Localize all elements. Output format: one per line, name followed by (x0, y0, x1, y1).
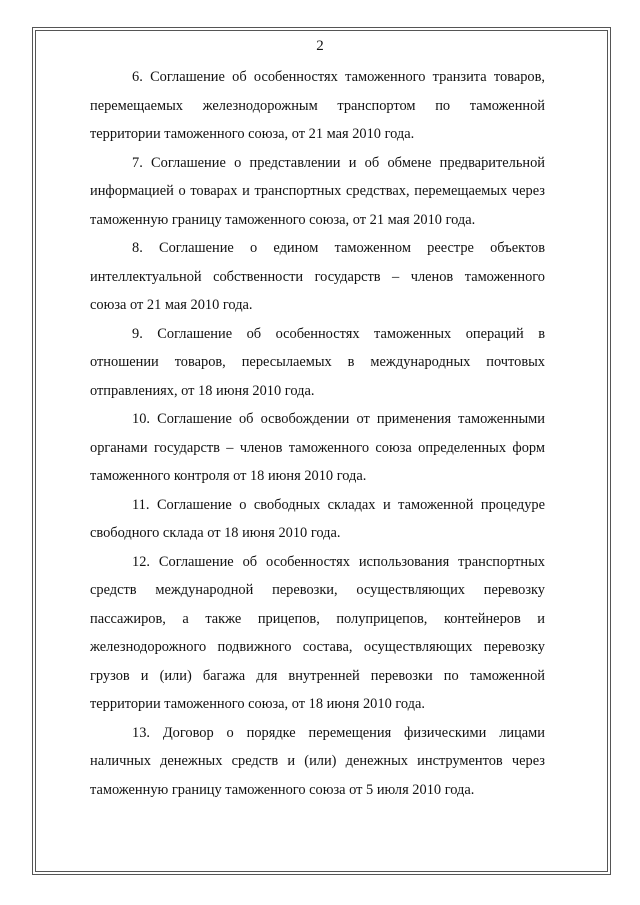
agreement-item-7: 7. Соглашение о представлении и об обмене предварительной информацией о товарах и транспортных средствах, перемещаемых через таможенную границу таможенного союза, от 21 мая 2010 года. (90, 154, 545, 228)
agreement-item-13: 13. Договор о порядке перемещения физическими лицами наличных денежных средств и (или) денежных инструментов через таможенную границу таможенного союза от 5 июля 2010 года. (90, 724, 545, 798)
agreement-item-12: 12. Соглашение об особенностях использования транспортных средств международной перевозки, осуществляющих перевозку пассажиров, а также прицепов, полуприцепов, контейнеров и железнодорожного подвижного состава, осуществляющих перевозку грузов и (или) багажа для внутренней перевозки по таможенной территории таможенного союза, от 18 июня 2010 года. (90, 553, 545, 712)
document-body (90, 63, 545, 804)
page-number: 2 (316, 38, 324, 54)
agreement-item-8: 8. Соглашение о едином таможенном реестре объектов интеллектуальной собственности государств – членов таможенного союза от 21 мая 2010 года. (90, 240, 545, 313)
agreement-item-6: 6. Соглашение об особенностях таможенного транзита товаров, перемещаемых железнодорожным транспортом по таможенной территории таможенного союза, от 21 мая 2010 года. (90, 69, 545, 142)
agreement-item-10: 10. Соглашение об освобождении от применения таможенными органами государств – членов таможенного союза определенных форм таможенного контроля от 18 июня 2010 года. (90, 411, 545, 484)
agreement-item-11: 11. Соглашение о свободных складах и таможенной процедуре свободного склада от 18 июня 2010 года. (90, 496, 545, 541)
agreement-item-9: 9. Соглашение об особенностях таможенных операций в отношении товаров, пересылаемых в международных почтовых отправлениях, от 18 июня 2010 года. (90, 325, 545, 399)
